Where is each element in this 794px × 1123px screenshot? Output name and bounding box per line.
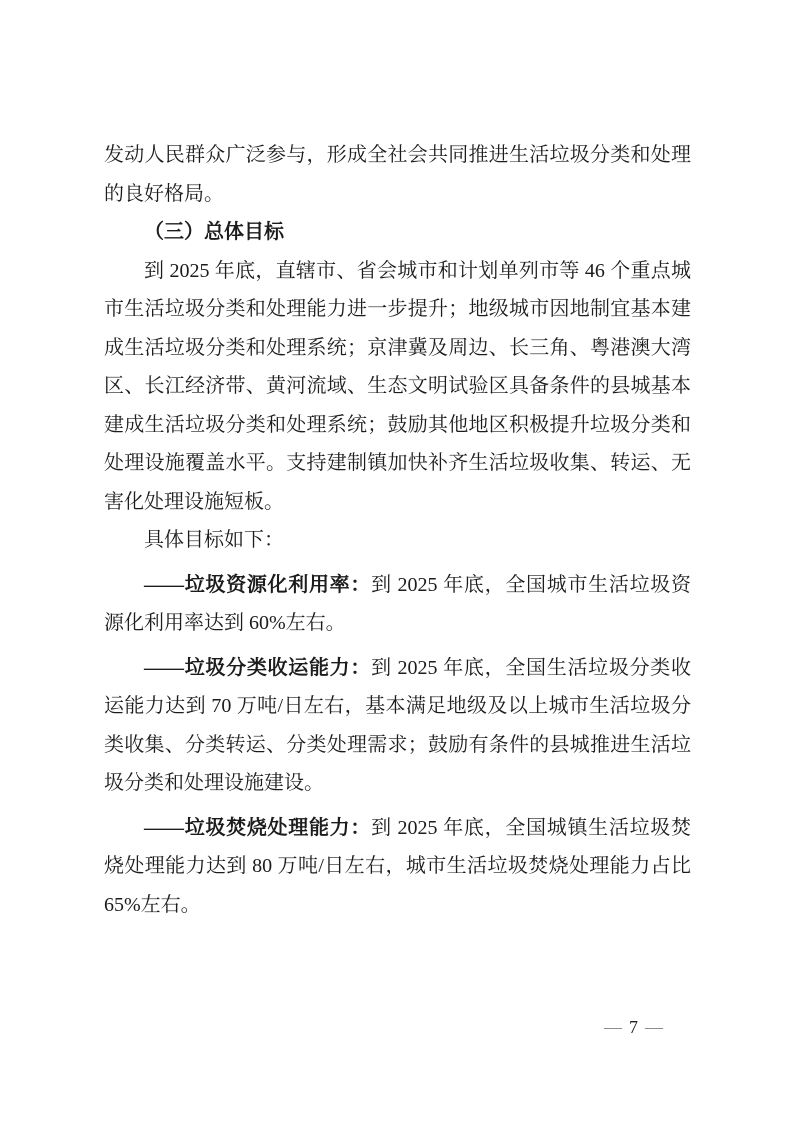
goal-incineration-body: 到 2025 年底，全国城镇生活垃圾焚烧处理能力达到 80 万吨/日左右，城市生活垃圾焚烧处理能力占比 65%左右。 xyxy=(104,816,692,916)
paragraph-specific-goals-intro: 具体目标如下： xyxy=(144,529,284,551)
paragraph-intro-continuation: 发动人民群众广泛参与，形成全社会共同推进生活垃圾分类和处理的良好格局。 xyxy=(104,144,691,205)
footer-right-dash: — xyxy=(645,1017,663,1037)
paragraph-overall-goal: 到 2025 年底，直辖市、省会城市和计划单列市等 46 个重点城市生活垃圾分类和处理能力进一步提升；地级城市因地制宜基本建成生活垃圾分类和处理系统；京津冀及周边、长三角、粤港澳大湾区、长江经济带、黄河流域、生态文明试验区具备条件的县城基本建成生活垃圾分类和处理系统；鼓励其他地区积极提升垃圾分类和处理设施覆盖水平。支持建制镇加快补齐生活垃圾收集、转运、无害化处理设施短板。 xyxy=(104,259,691,513)
goal-incineration-lead: ——垃圾焚烧处理能力： xyxy=(144,816,372,839)
page-number: 7 xyxy=(629,1017,638,1037)
paragraph-goal-incineration xyxy=(104,809,691,925)
paragraph-goal-collection xyxy=(104,649,691,803)
goal-collection-lead: ——垃圾分类收运能力： xyxy=(144,656,372,679)
document-body xyxy=(104,136,691,924)
footer-left-dash: — xyxy=(604,1017,622,1037)
goal-collection-body: 到 2025 年底，全国生活垃圾分类收运能力达到 70 万吨/日左右，基本满足地级及以上城市生活垃圾分类收集、分类转运、分类处理需求；鼓励有条件的县城推进生活垃圾分类和处理设施建设。 xyxy=(104,656,692,794)
goal-recycling-body: 到 2025 年底，全国城市生活垃圾资源化利用率达到 60%左右。 xyxy=(104,573,692,634)
goal-recycling-lead: ——垃圾资源化利用率： xyxy=(144,573,372,596)
page-footer xyxy=(604,1016,663,1038)
section-heading-overall-goals: （三）总体目标 xyxy=(144,221,284,243)
paragraph-goal-recycling xyxy=(104,566,691,643)
